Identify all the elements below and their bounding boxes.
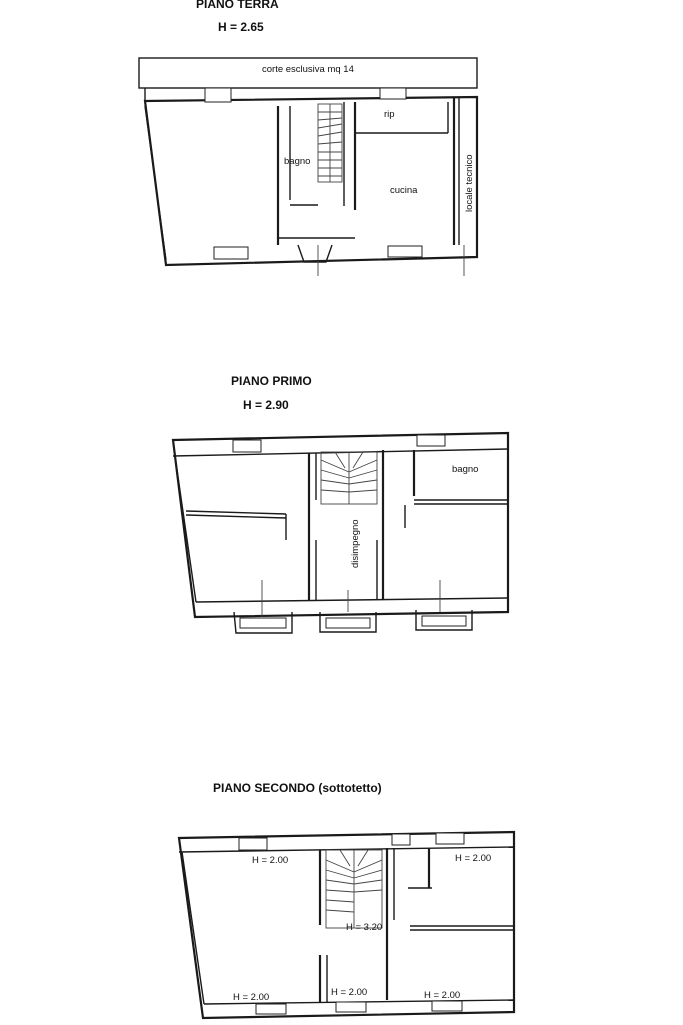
second-floor-plan (179, 781, 514, 1018)
window (380, 88, 406, 99)
ground-floor-outer-wall (145, 97, 477, 265)
ground-floor-title: PIANO TERRA (196, 0, 279, 11)
courtyard-label: corte esclusiva mq 14 (262, 64, 354, 75)
height-label: H = 2.00 (233, 992, 270, 1003)
entrance-door (298, 245, 332, 262)
ground-floor-height: H = 2.65 (218, 20, 264, 34)
ground-floor-plan (139, 0, 477, 276)
height-label: H = 2.00 (252, 855, 289, 866)
window (417, 435, 445, 446)
second-floor-title: PIANO SECONDO (sottotetto) (213, 781, 382, 795)
height-label: H = 2.00 (455, 853, 492, 864)
staircase (318, 104, 342, 182)
room-label-bagno: bagno (452, 464, 479, 475)
height-label: H = 2.00 (331, 987, 368, 998)
window (233, 440, 261, 452)
window (432, 1001, 462, 1011)
window (436, 833, 464, 844)
staircase (321, 452, 377, 504)
window (256, 1004, 286, 1014)
room-label-bagno: bagno (284, 156, 311, 167)
room-label-rip: rip (384, 109, 395, 120)
first-floor-plan (173, 374, 508, 633)
room-label-disimpegno: disimpegno (350, 519, 361, 568)
room-label-cucina: cucina (390, 185, 418, 196)
first-floor-height: H = 2.90 (243, 398, 289, 412)
first-floor-title: PIANO PRIMO (231, 374, 312, 388)
window (214, 247, 248, 259)
window (239, 838, 267, 850)
window (392, 834, 410, 845)
window (388, 246, 422, 257)
room-label-locale-tecnico: locale tecnico (464, 154, 475, 212)
window (336, 1002, 366, 1012)
height-label: H = 3.20 (346, 922, 383, 933)
height-label: H = 2.00 (424, 990, 461, 1001)
staircase (326, 850, 382, 928)
window (205, 88, 231, 102)
